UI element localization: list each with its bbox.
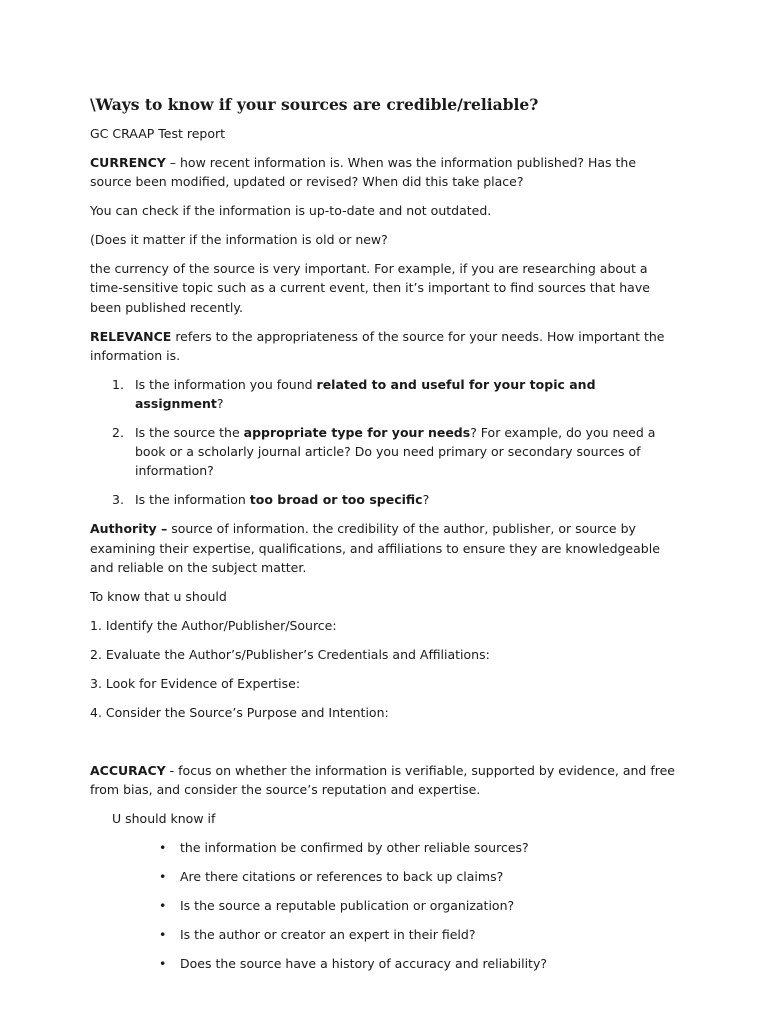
list-number: 2.: [112, 425, 124, 441]
document-page: [90, 94, 680, 983]
list-item: [90, 375, 680, 413]
list-item-text: Is the source the: [135, 425, 244, 441]
bullet-item: [90, 838, 680, 857]
bullet-text: the information be confirmed by other reliable sources?: [180, 840, 529, 856]
authority-term: Authority –: [90, 521, 168, 537]
accuracy-text: - focus on whether the information is verifiable, supported by evidence, and free from bias, and consider the source’s reputation and expertise.: [90, 762, 675, 798]
list-number: 3.: [112, 492, 124, 508]
bullet-icon: •: [159, 898, 167, 914]
page-title: \Ways to know if your sources are credible/reliable?: [90, 95, 539, 114]
currency-check-paragraph: You can check if the information is up-to-date and not outdated.: [90, 203, 492, 219]
list-item: [90, 423, 680, 481]
bullet-icon: •: [159, 956, 167, 972]
subtitle: GC CRAAP Test report: [90, 126, 226, 141]
accuracy-paragraph: [90, 761, 680, 799]
bullet-text: Are there citations or references to back up claims?: [180, 869, 504, 885]
authority-step: 1. Identify the Author/Publisher/Source:: [90, 617, 337, 633]
bullet-item: [90, 896, 680, 915]
list-number: 1.: [112, 376, 124, 392]
bullet-text: Is the author or creator an expert in their field?: [180, 927, 476, 943]
list-item-bold: appropriate type for your needs: [243, 425, 471, 441]
list-item-text: Is the information you found: [135, 376, 317, 392]
list-item-text: Is the information: [135, 492, 250, 508]
list-item-text: ? For example, do you need a book or a scholarly journal article? Do you need primary or secondary sources of information?: [135, 425, 656, 479]
currency-example-paragraph: the currency of the source is very important. For example, if you are researching about a time-sensitive topic such as a current event, then it’s important to find sources that have been published recently.: [90, 261, 650, 315]
currency-question-paragraph: (Does it matter if the information is old or new?: [90, 232, 388, 248]
list-item-text: ?: [216, 396, 224, 412]
authority-step: 3. Look for Evidence of Expertise:: [90, 675, 301, 691]
bullet-item: [90, 925, 680, 944]
list-item: [90, 490, 680, 509]
list-item-text: ?: [422, 492, 430, 508]
bullet-icon: •: [159, 927, 167, 943]
blank-line: [90, 732, 680, 761]
bullet-icon: •: [159, 869, 167, 885]
list-item-bold: too broad or too specific: [249, 492, 423, 508]
accuracy-bullet-list: [90, 838, 680, 973]
relevance-paragraph: [90, 327, 680, 365]
bullet-text: Does the source have a history of accuracy and reliability?: [180, 956, 547, 972]
relevance-text: refers to the appropriateness of the source for your needs. How important the information is.: [90, 328, 665, 363]
bullet-item: [90, 954, 680, 973]
relevance-term: RELEVANCE: [90, 328, 172, 344]
authority-intro: To know that u should: [90, 588, 227, 604]
currency-text: – how recent information is. When was the information published? Has the source been modified, updated or revised? When did this take place?: [90, 155, 637, 190]
list-item-bold: related to and useful for your topic and assignment: [135, 376, 596, 412]
accuracy-intro: U should know if: [112, 811, 216, 827]
authority-step: 4. Consider the Source’s Purpose and Intention:: [90, 704, 389, 720]
authority-paragraph: [90, 519, 680, 577]
authority-step: 2. Evaluate the Author’s/Publisher’s Credentials and Affiliations:: [90, 646, 490, 662]
bullet-icon: •: [159, 840, 167, 856]
currency-paragraph: [90, 153, 680, 191]
accuracy-term: ACCURACY: [90, 762, 166, 778]
authority-text: source of information. the credibility of the author, publisher, or source by examining their expertise, qualifications, and affiliations to ensure they are knowledgeable and reliable on the subject matter.: [90, 521, 660, 575]
bullet-item: [90, 867, 680, 886]
currency-term: CURRENCY: [90, 155, 166, 170]
relevance-list: [90, 375, 680, 510]
bullet-text: Is the source a reputable publication or organization?: [180, 898, 515, 914]
